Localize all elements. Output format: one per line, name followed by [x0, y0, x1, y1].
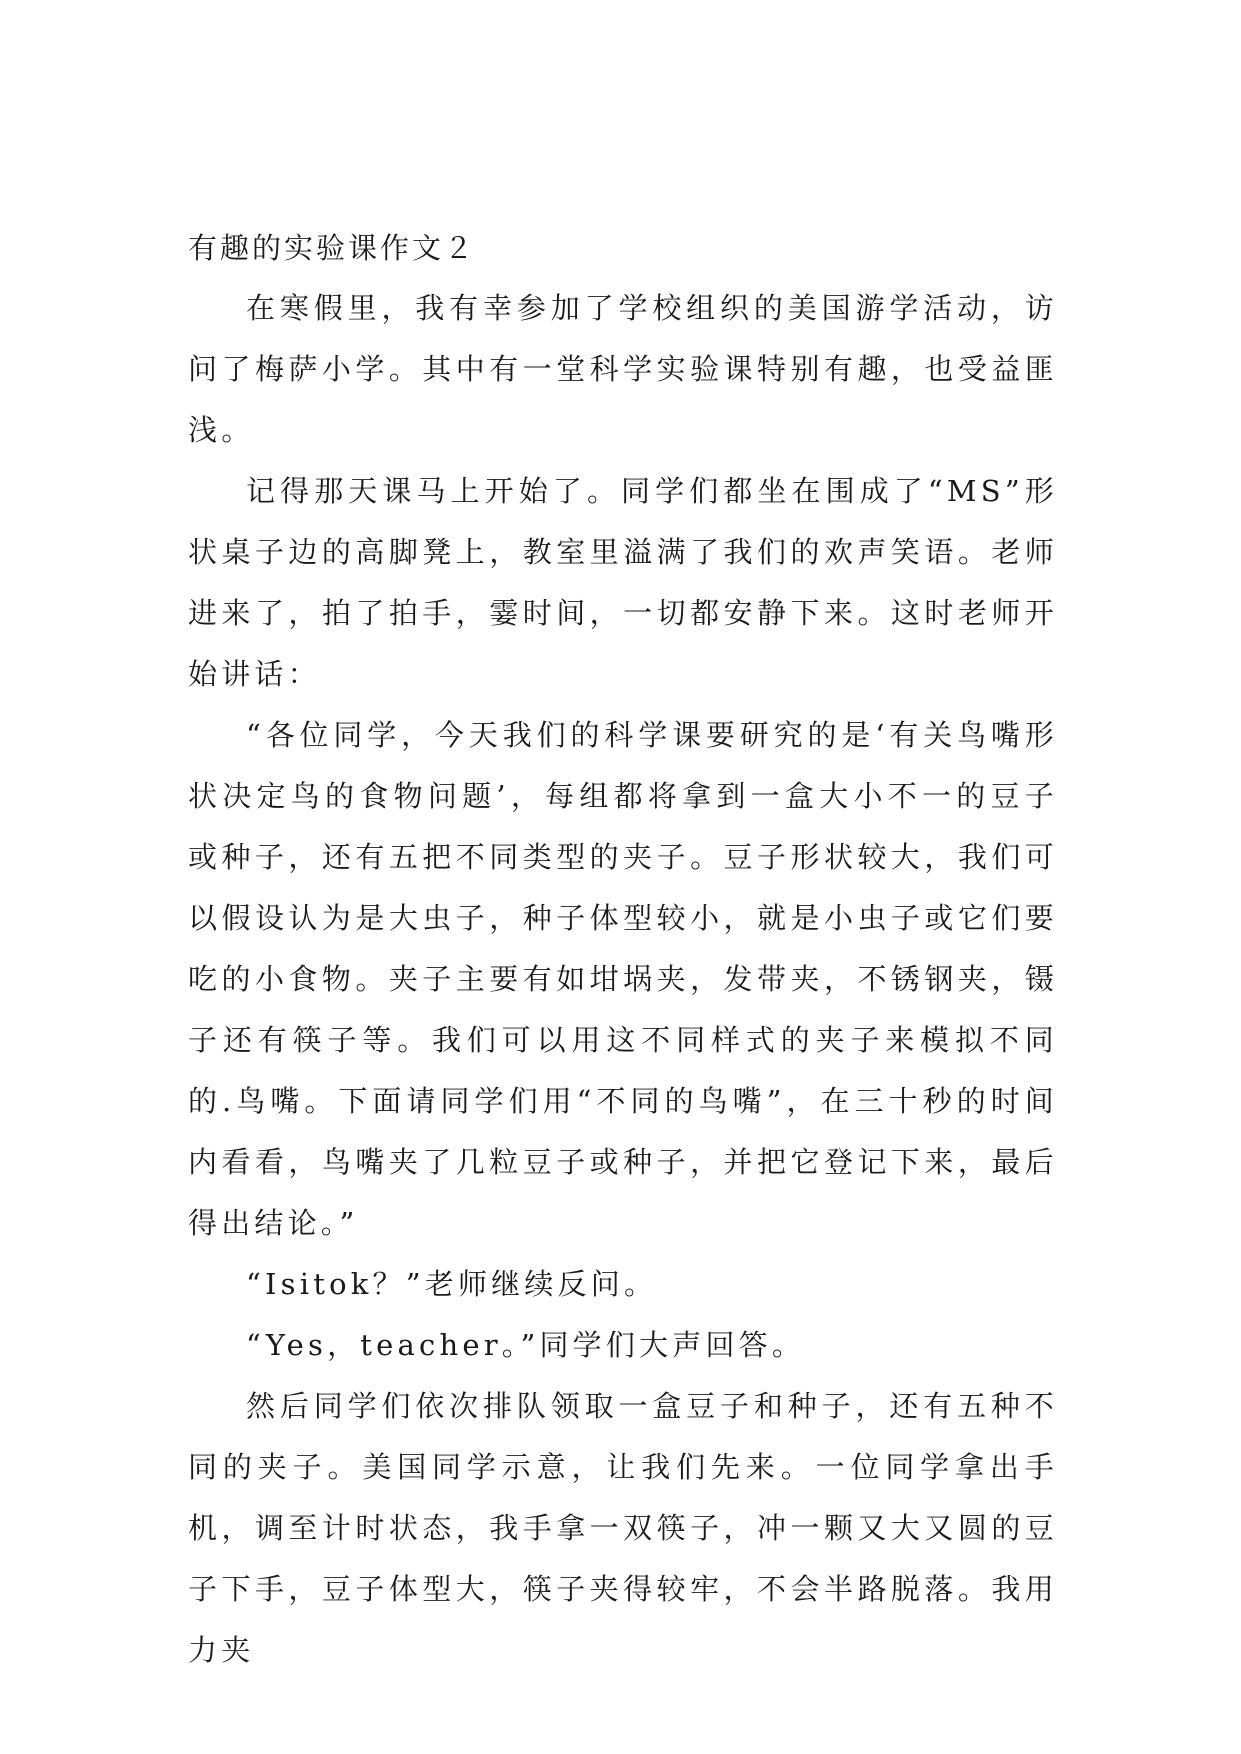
paragraph-1: 在寒假里，我有幸参加了学校组织的美国游学活动，访问了梅萨小学。其中有一堂科学实验课特别有趣，也受益匪浅。 — [188, 291, 1058, 447]
paragraph-6: 然后同学们依次排队领取一盒豆子和种子，还有五种不同的夹子。美国同学示意，让我们先来。一位同学拿出手机，调至计时状态，我手拿一双筷子，冲一颗又大又圆的豆子下手，豆子体型大，筷子夹得较牢，不会半路脱落。我用力夹 — [188, 1389, 1058, 1667]
document-body — [188, 218, 1058, 1681]
paragraph-3: “各位同学，今天我们的科学课要研究的是‘有关鸟嘴形状决定鸟的食物问题’，每组都将拿到一盒大小不一的豆子或种子，还有五把不同类型的夹子。豆子形状较大，我们可以假设认为是大虫子，种子体型较小，就是小虫子或它们要吃的小食物。夹子主要有如坩埚夹，发带夹，不锈钢夹，镊子还有筷子等。我们可以用这不同样式的夹子来模拟不同的.鸟嘴。下面请同学们用“不同的鸟嘴”，在三十秒的时间内看看，鸟嘴夹了几粒豆子或种子，并把它登记下来，最后得出结论。” — [188, 718, 1058, 1240]
paragraph-2: 记得那天课马上开始了。同学们都坐在围成了“MS”形状桌子边的高脚凳上，教室里溢满了我们的欢声笑语。老师进来了，拍了拍手，霎时间，一切都安静下来。这时老师开始讲话： — [188, 474, 1058, 691]
paragraph-4: “Isitok？”老师继续反问。 — [246, 1267, 658, 1301]
document-title: 有趣的实验课作文２ — [188, 231, 477, 265]
paragraph-5: “Yes，teacher。”同学们大声回答。 — [246, 1328, 806, 1362]
